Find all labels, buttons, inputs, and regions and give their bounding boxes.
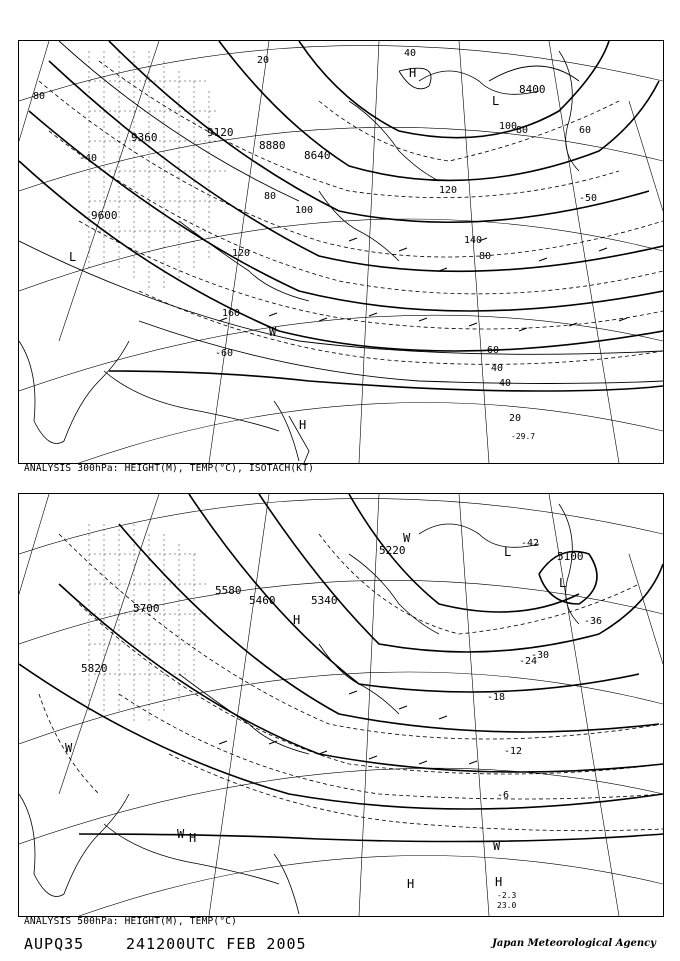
station-value: -2.3 [497, 891, 517, 900]
high-symbol: H [409, 66, 417, 80]
isotach-label: 80 [479, 251, 492, 262]
height-label: 5820 [81, 662, 108, 675]
height-label: 5340 [311, 594, 338, 607]
temp-label: -50 [579, 193, 598, 204]
map-panel-500hpa [18, 493, 664, 917]
stipple-region [89, 524, 209, 724]
pressure-symbols [69, 66, 499, 432]
temp-labels [79, 153, 597, 359]
low-symbol: L [492, 94, 500, 108]
temp-label: -30 [531, 650, 550, 661]
warm-symbol: W [177, 827, 185, 841]
coastlines [19, 51, 579, 463]
isotach-label: 140 [464, 235, 483, 246]
isotach-label: 100 [295, 205, 314, 216]
isotach-label: 60 [579, 125, 592, 136]
temp-label: -18 [487, 692, 506, 703]
temp-labels [487, 538, 602, 801]
isotach-label: 100 [499, 121, 518, 132]
isotach-label: 60 [487, 345, 500, 356]
warm-symbol: W [493, 839, 501, 853]
low-symbol: L [69, 250, 77, 264]
temp-label: -60 [215, 348, 234, 359]
isotach-label: 40 [404, 48, 417, 59]
temp-label: -12 [504, 746, 523, 757]
caption-300hpa: ANALYSIS 300hPa: HEIGHT(M), TEMP(°C), ISOTACH(KT) [24, 463, 315, 474]
map-500hpa-svg [19, 494, 663, 916]
height-label: 8640 [304, 149, 331, 162]
station-value: 23.0 [497, 901, 517, 910]
high-symbol: H [299, 418, 307, 432]
temp-label: -24 [519, 656, 538, 667]
isotach-label: 120 [439, 185, 458, 196]
bulletin-code: AUPQ35 [24, 935, 85, 953]
isotach-label: 160 [222, 308, 241, 319]
low-symbol: L [559, 576, 567, 590]
temp-label: -42 [521, 538, 540, 549]
isotach-label: 80 [516, 125, 529, 136]
height-label: 9600 [91, 209, 118, 222]
height-label: 5220 [379, 544, 406, 557]
isotach-label: 20 [257, 55, 270, 66]
analysis-time: 241200UTC FEB 2005 [126, 935, 307, 953]
height-label: 5700 [133, 602, 160, 615]
isotach-label: 120 [232, 248, 251, 259]
height-label: 8400 [519, 83, 546, 96]
height-contours [19, 494, 663, 842]
station-value: -29.7 [511, 432, 536, 441]
isotach-label: 40 [499, 378, 512, 389]
wind-barbs [219, 238, 627, 331]
isotach-label: 20 [509, 413, 522, 424]
height-labels [81, 544, 584, 675]
map-panel-300hpa [18, 40, 664, 464]
high-symbol: H [495, 875, 503, 889]
height-label: 5460 [249, 594, 276, 607]
height-label: 8880 [259, 139, 286, 152]
low-symbol: L [504, 545, 512, 559]
high-symbol: H [293, 613, 301, 627]
height-label: 9120 [207, 126, 234, 139]
temp-label: -40 [79, 153, 98, 164]
warm-symbol: W [403, 531, 411, 545]
isotach-label: 80 [264, 191, 277, 202]
warm-symbol: W [269, 325, 277, 339]
temp-label: -6 [497, 790, 510, 801]
warm-symbol: W [65, 741, 73, 755]
height-label: 5100 [557, 550, 584, 563]
isotach-label: 80 [33, 91, 46, 102]
height-label: 5580 [215, 584, 242, 597]
agency-name: Japan Meteorological Agency [492, 938, 656, 949]
caption-500hpa: ANALYSIS 500hPa: HEIGHT(M), TEMP(°C) [24, 916, 238, 927]
isotherms [39, 534, 663, 831]
high-symbol: H [407, 877, 415, 891]
high-symbol: H [189, 831, 197, 845]
isotach-label: 40 [491, 363, 504, 374]
height-label: 9360 [131, 131, 158, 144]
map-300hpa-svg [19, 41, 663, 463]
temp-label: -36 [584, 616, 603, 627]
